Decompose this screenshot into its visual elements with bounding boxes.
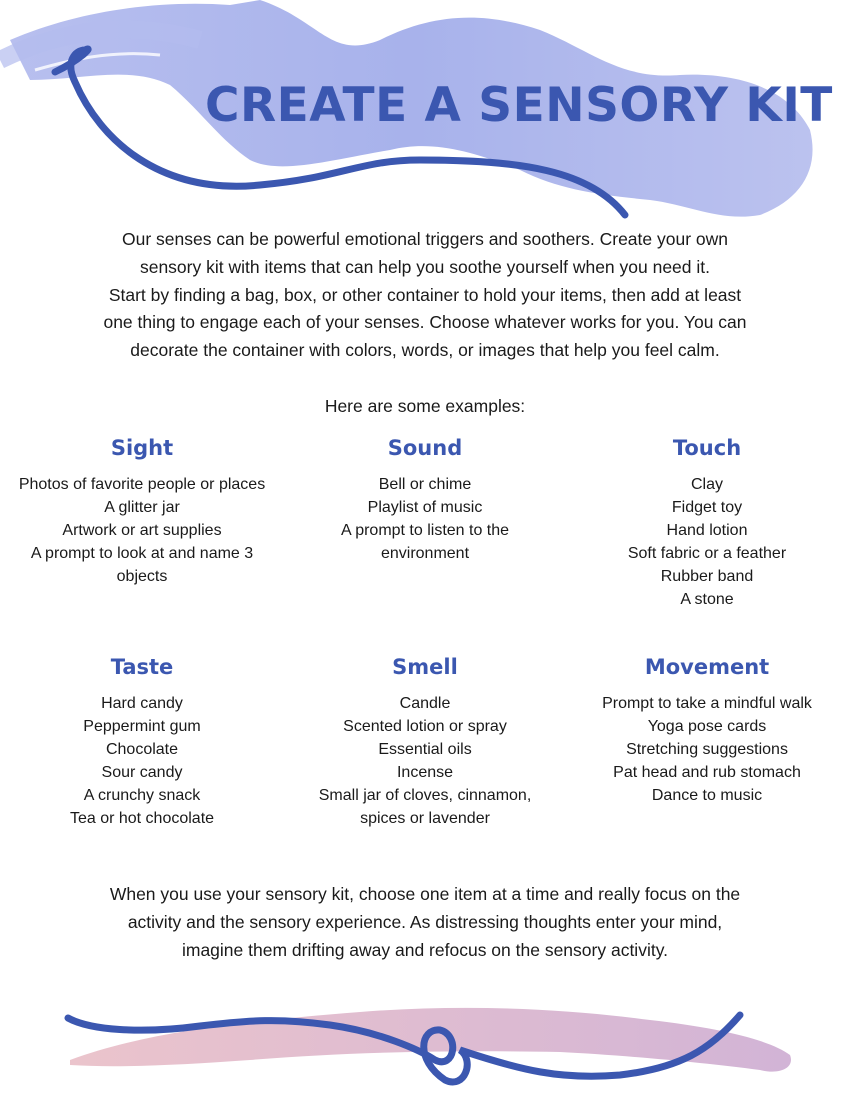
sense-section-touch [582, 435, 832, 611]
closing-line: imagine them drifting away and refocus on the sensory activity. [181, 939, 669, 960]
list-item: A prompt to look at and name 3 objects [30, 545, 254, 585]
closing-paragraph [0, 881, 850, 964]
list-item: Hand lotion [666, 522, 748, 539]
intro-line: decorate the container with colors, words, or images that help you feel calm. [130, 340, 720, 361]
list-item: Fidget toy [671, 499, 743, 516]
sense-heading: Taste [110, 655, 174, 679]
list-item: Sour candy [101, 764, 183, 781]
list-item: A stone [680, 591, 734, 608]
sense-item-list [300, 473, 550, 565]
list-item: Candle [399, 695, 451, 712]
list-item: Yoga pose cards [647, 718, 767, 735]
list-item: Soft fabric or a feather [627, 545, 787, 562]
page-title: CREATE A SENSORY KIT [205, 78, 833, 133]
list-item: Hard candy [101, 695, 183, 712]
list-item: A crunchy snack [83, 787, 201, 804]
list-item: Prompt to take a mindful walk [602, 695, 812, 712]
sense-section-taste [17, 654, 267, 830]
sense-section-smell [300, 654, 550, 830]
list-item: Playlist of music [367, 499, 483, 516]
list-item: Scented lotion or spray [343, 718, 507, 735]
list-item: Bell or chime [378, 476, 472, 493]
list-item: Stretching suggestions [626, 741, 788, 758]
list-item: A glitter jar [104, 499, 180, 516]
list-item: Clay [690, 476, 723, 493]
list-item: Small jar of cloves, cinnamon, spices or lavender [318, 787, 532, 827]
sense-heading: Smell [392, 655, 458, 679]
list-item: Photos of favorite people or places [18, 476, 266, 493]
sense-section-sight [17, 435, 267, 588]
list-item: Rubber band [660, 568, 754, 585]
intro-line: one thing to engage each of your senses. Choose whatever works for you. You can [103, 312, 747, 333]
closing-line: When you use your sensory kit, choose one item at a time and really focus on the [109, 884, 741, 904]
list-item: A prompt to listen to the environment [340, 522, 510, 562]
closing-line: activity and the sensory experience. As distressing thoughts enter your mind, [127, 911, 723, 932]
intro-paragraph [0, 226, 850, 365]
list-item: Incense [396, 764, 454, 781]
sense-item-list [300, 692, 550, 830]
list-item: Dance to music [651, 787, 763, 804]
sense-section-movement [582, 654, 832, 807]
list-item: Tea or hot chocolate [69, 810, 215, 827]
intro-line: Our senses can be powerful emotional triggers and soothers. Create your own [121, 229, 728, 249]
sense-heading: Sight [110, 436, 174, 460]
sense-section-sound [300, 435, 550, 565]
sense-item-list [17, 473, 267, 588]
list-item: Pat head and rub stomach [613, 764, 801, 781]
examples-label: Here are some examples: [324, 396, 526, 416]
sense-item-list [582, 473, 832, 611]
list-item: Peppermint gum [83, 718, 201, 735]
footer-brush-decoration [0, 990, 850, 1090]
list-item: Artwork or art supplies [62, 522, 222, 539]
sense-heading: Touch [672, 436, 742, 460]
sense-item-list [582, 692, 832, 807]
intro-line: Start by finding a bag, box, or other container to hold your items, then add at least [108, 284, 742, 305]
sense-item-list [17, 692, 267, 830]
list-item: Essential oils [378, 741, 472, 758]
sense-heading: Sound [387, 436, 463, 460]
sense-heading: Movement [644, 655, 770, 679]
intro-line: sensory kit with items that can help you soothe yourself when you need it. [139, 256, 711, 277]
list-item: Chocolate [105, 741, 179, 758]
